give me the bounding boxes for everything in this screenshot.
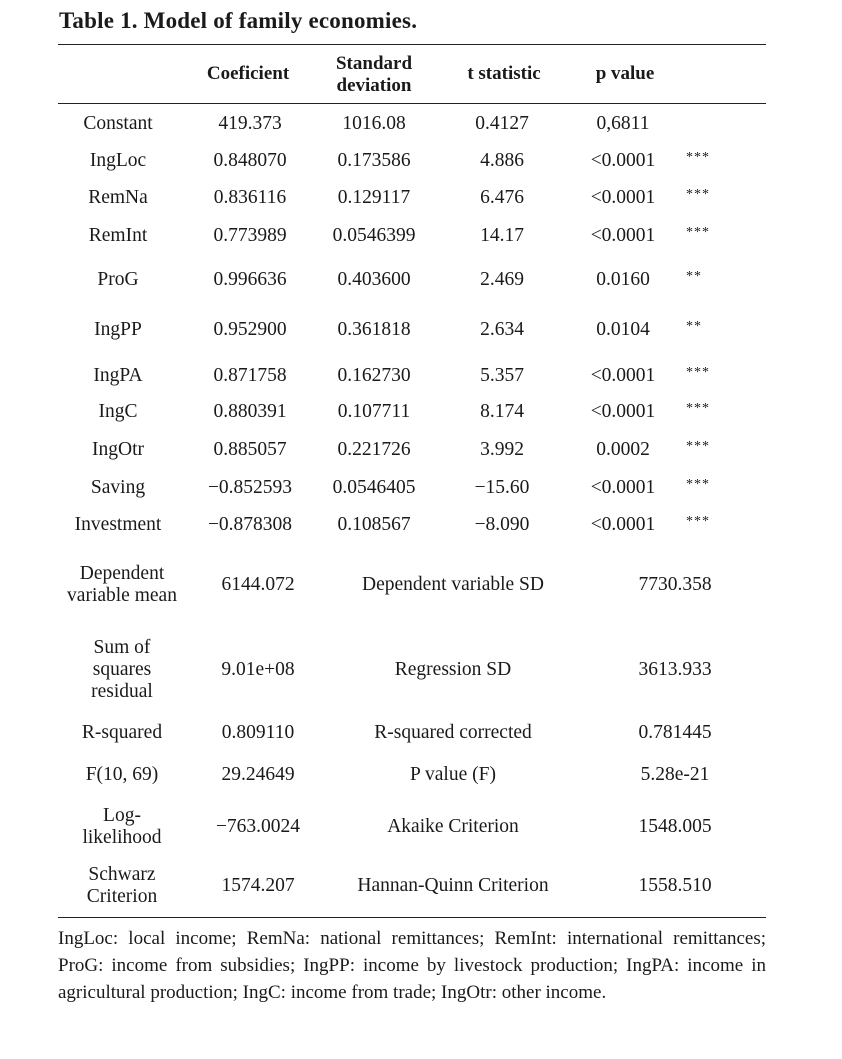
cell-t: 5.357 [480, 365, 524, 386]
cell-p: <0.0001 [590, 187, 656, 208]
significance-stars: ** [686, 319, 702, 334]
cell-name: IngOtr [92, 439, 144, 460]
stat-label2: R-squared corrected [374, 722, 532, 743]
significance-stars: ** [686, 269, 702, 284]
header-p-value: p value [595, 63, 655, 84]
cell-name: RemInt [88, 225, 148, 246]
cell-t: 6.476 [480, 187, 524, 208]
header-t-statistic: t statistic [467, 63, 541, 84]
cell-coef: 0.871758 [213, 365, 287, 386]
cell-p: <0.0001 [590, 150, 656, 171]
cell-name: IngPP [94, 319, 142, 340]
stat-label2: Akaike Criterion [387, 816, 519, 837]
cell-name: Investment [74, 514, 162, 535]
cell-name: ProG [97, 269, 139, 290]
cell-sd: 0.0546399 [332, 225, 416, 246]
cell-coef: 0.996636 [213, 269, 287, 290]
stat-label1: F(10, 69) [85, 764, 159, 785]
cell-t: 2.469 [480, 269, 524, 290]
cell-p: 0.0160 [596, 269, 650, 290]
stat-label2: Regression SD [394, 659, 512, 680]
cell-coef: 0.848070 [213, 150, 287, 171]
cell-coef: 0.885057 [213, 439, 287, 460]
significance-stars: *** [686, 225, 710, 240]
cell-sd: 0.162730 [337, 365, 411, 386]
stat-value1: 0.809110 [221, 722, 295, 743]
cell-coef: 0.836116 [213, 187, 287, 208]
cell-t: 4.886 [480, 150, 524, 171]
stat-value1: −763.0024 [215, 816, 301, 837]
cell-t: 14.17 [480, 225, 524, 246]
significance-stars: *** [686, 401, 710, 416]
cell-p: 0.0002 [596, 439, 650, 460]
cell-sd: 0.129117 [337, 187, 411, 208]
cell-t: 8.174 [480, 401, 524, 422]
significance-stars: *** [686, 187, 710, 202]
cell-coef: 419.373 [218, 113, 282, 134]
header-coeficient: Coeficient [206, 63, 290, 84]
stat-label1: Sum of squares residual [91, 637, 153, 702]
cell-name: Saving [90, 477, 146, 498]
cell-t: 3.992 [480, 439, 524, 460]
header-rule [58, 103, 766, 104]
cell-name: IngC [98, 401, 138, 422]
stat-label1: R-squared [81, 722, 163, 743]
cell-t: −15.60 [474, 477, 530, 498]
significance-stars: *** [686, 439, 710, 454]
cell-sd: 1016.08 [342, 113, 406, 134]
stat-value2: 0.781445 [638, 722, 712, 743]
cell-p: 0,6811 [596, 113, 650, 134]
stat-label1: Log-likelihood [82, 805, 162, 848]
cell-p: <0.0001 [590, 225, 656, 246]
stat-label2: Hannan-Quinn Criterion [357, 875, 549, 896]
cell-sd: 0.107711 [337, 401, 411, 422]
cell-p: <0.0001 [590, 477, 656, 498]
stat-value1: 1574.207 [221, 875, 295, 896]
cell-coef: 0.773989 [213, 225, 287, 246]
cell-t: −8.090 [474, 514, 530, 535]
cell-name: Constant [83, 113, 153, 134]
header-standard-deviation: Standard deviation [335, 53, 413, 96]
cell-sd: 0.221726 [337, 439, 411, 460]
cell-p: <0.0001 [590, 401, 656, 422]
stat-label1: Dependent variable mean [67, 563, 177, 606]
cell-name: IngPA [93, 365, 143, 386]
cell-t: 2.634 [480, 319, 524, 340]
stat-value2: 5.28e-21 [640, 764, 710, 785]
stat-value1: 6144.072 [221, 574, 295, 595]
significance-stars: *** [686, 150, 710, 165]
stat-value1: 29.24649 [221, 764, 295, 785]
cell-coef: −0.852593 [207, 477, 293, 498]
cell-coef: 0.880391 [213, 401, 287, 422]
cell-sd: 0.173586 [337, 150, 411, 171]
cell-p: 0.0104 [596, 319, 650, 340]
cell-p: <0.0001 [590, 514, 656, 535]
stat-value1: 9.01e+08 [221, 659, 295, 680]
cell-sd: 0.403600 [337, 269, 411, 290]
cell-sd: 0.108567 [337, 514, 411, 535]
bottom-rule [58, 917, 766, 918]
cell-coef: 0.952900 [213, 319, 287, 340]
significance-stars: *** [686, 477, 710, 492]
cell-t: 0.4127 [475, 113, 529, 134]
cell-sd: 0.361818 [337, 319, 411, 340]
stat-label1: Schwarz Criterion [86, 864, 158, 907]
stat-value2: 1558.510 [638, 875, 712, 896]
significance-stars: *** [686, 514, 710, 529]
stat-value2: 1548.005 [638, 816, 712, 837]
footnote: IngLoc: local income; RemNa: national remittances; RemInt: international remittances; ProG: income from subsidies; IngPP: income by livestock production; IngPA: income in agricultural production; IngC: income from trade; IngOtr: other income. [58, 928, 766, 1003]
cell-p: <0.0001 [590, 365, 656, 386]
top-rule [58, 44, 766, 45]
cell-name: RemNa [88, 187, 148, 208]
significance-stars: *** [686, 365, 710, 380]
cell-coef: −0.878308 [207, 514, 293, 535]
stat-value2: 3613.933 [638, 659, 712, 680]
stat-label2: Dependent variable SD [362, 574, 544, 595]
cell-sd: 0.0546405 [332, 477, 416, 498]
stat-label2: P value (F) [410, 764, 496, 785]
stat-value2: 7730.358 [638, 574, 712, 595]
table-title: Table 1. Model of family economies. [59, 8, 418, 33]
cell-name: IngLoc [89, 150, 147, 171]
